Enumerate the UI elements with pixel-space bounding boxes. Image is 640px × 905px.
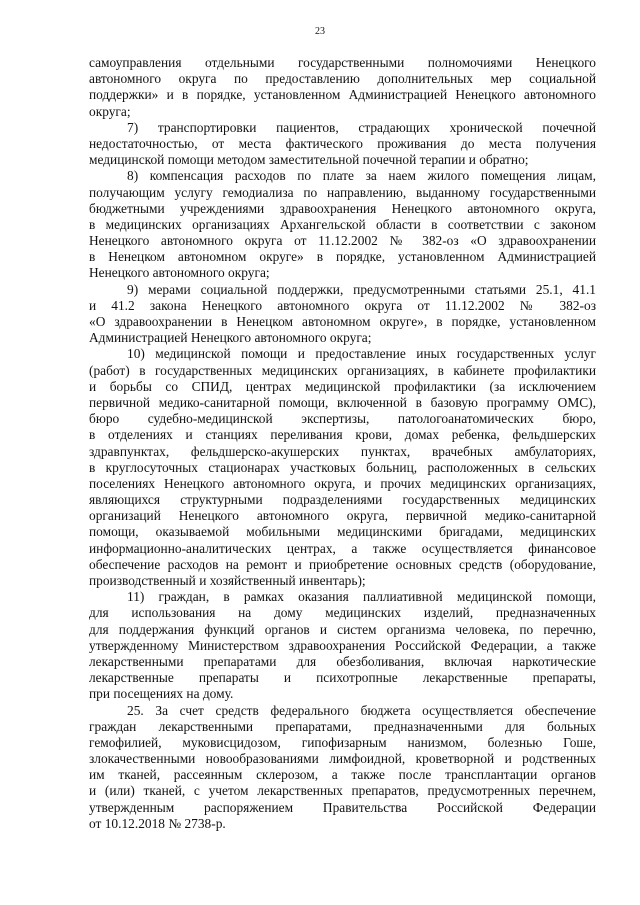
- text-line: информационно-аналитических центрах, а также осуществляется финансовое: [89, 540, 596, 556]
- text-line: утвержденным распоряжением Правительства Российской Федерации: [89, 799, 596, 815]
- text-line: являющихся структурными подразделениями государственных медицинских: [89, 492, 596, 508]
- text-line: 9) мерами социальной поддержки, предусмотренными статьями 25.1, 41.1: [127, 281, 596, 297]
- text-line: медицинской помощи методом заместительной почечной терапии и обратно;: [89, 152, 529, 168]
- page-number: 23: [315, 26, 325, 37]
- text-line: округа;: [89, 103, 131, 119]
- text-line: самоуправления отдельными государственными полномочиями Ненецкого: [89, 55, 596, 70]
- text-line: в Ненецком автономном округе» в порядке, установленном Администрацией: [89, 249, 596, 265]
- text-line: Ненецкого автономного округа от 11.12.2002 № 382-оз «О здравоохранении: [89, 233, 596, 249]
- text-line: при посещениях на дому.: [89, 686, 234, 702]
- text-line: лекарственными препаратами для обезболивания, включая наркотические: [89, 653, 596, 669]
- text-line: злокачественными новообразованиями лимфоидной, кроветворной и родственных: [89, 751, 596, 767]
- text-line: (работ) в государственных медицинских организациях, в кабинете профилактики: [89, 362, 596, 378]
- text-line: недостаточностью, от места фактического проживания до места получения: [89, 135, 596, 151]
- text-line: в отделениях и станциях переливания крови, домах ребенка, фельдшерских: [89, 427, 596, 443]
- text-line: в круглосуточных стационарах участковых больниц, расположенных в сельских: [89, 459, 596, 475]
- text-line: граждан лекарственными препаратами, предназначенными для больных: [89, 718, 596, 734]
- text-line: гемофилией, муковисцидозом, гипофизарным нанизмом, болезнью Гоше,: [89, 734, 596, 750]
- text-line: «О здравоохранении в Ненецком автономном округе», в порядке, установленном: [89, 314, 596, 329]
- text-line: поселениях Ненецкого автономного округа, и прочих медицинских организациях,: [89, 475, 596, 491]
- text-line: Администрацией Ненецкого автономного округа;: [89, 330, 372, 346]
- text-line: для поддержания функций органов и систем организма человека, по перечню,: [89, 621, 596, 637]
- text-line: лекарственные препараты и психотропные лекарственные препараты,: [89, 670, 596, 686]
- text-line: 8) компенсация расходов по плате за наем жилого помещения лицам,: [127, 168, 596, 184]
- text-line: бюро судебно-медицинской экспертизы, патологоанатомических бюро,: [89, 411, 596, 427]
- text-line: для использования на дому медицинских изделий, предназначенных: [89, 605, 596, 621]
- text-line: помощи, оказываемой мобильными медицинскими бригадами, медицинских: [89, 524, 596, 540]
- text-line: и 41.2 закона Ненецкого автономного округа от 11.12.2002 № 382-оз: [89, 297, 596, 313]
- text-line: 10) медицинской помощи и предоставление иных государственных услуг: [127, 346, 596, 362]
- text-line: поддержки» и в порядке, установленном Администрацией Ненецкого автономного: [89, 87, 596, 103]
- text-line: и борьбы со СПИД, центрах медицинской профилактики (за исключением: [89, 378, 596, 394]
- text-line: производственный и хозяйственный инвентарь);: [89, 573, 366, 588]
- text-line: и (или) тканей, с учетом лекарственных препаратов, предусмотренных перечнем,: [89, 783, 596, 799]
- document-body-text: [89, 55, 596, 832]
- text-line: получающим услугу гемодиализа по направлению, выданному государственными: [89, 184, 596, 200]
- text-line: здравпунктах, фельдшерско-акушерских пунктах, врачебных амбулаториях,: [89, 443, 596, 459]
- text-line: 7) транспортировки пациентов, страдающих хронической почечной: [127, 119, 596, 135]
- text-line: бюджетными учреждениями здравоохранения Ненецкого автономного округа,: [89, 200, 596, 216]
- text-line: Ненецкого автономного округа;: [89, 265, 270, 281]
- text-line: 25. За счет средств федерального бюджета осуществляется обеспечение: [127, 702, 596, 718]
- text-line: первичной медико-санитарной помощи, включенной в базовую программу ОМС),: [89, 394, 596, 410]
- text-line: от 10.12.2018 № 2738-р.: [89, 815, 226, 831]
- text-line: организаций Ненецкого автономного округа, первичной медико-санитарной: [89, 508, 596, 524]
- text-line: обеспечение расходов на ремонт и приобретение основных средств (оборудование,: [89, 556, 596, 572]
- text-line: в медицинских организациях Архангельской области в соответствии с законом: [89, 216, 596, 232]
- text-line: автономного округа по предоставлению дополнительных мер социальной: [89, 71, 596, 87]
- text-line: утвержденному Министерством здравоохранения Российской Федерации, а также: [89, 637, 596, 653]
- text-line: 11) граждан, в рамках оказания паллиативной медицинской помощи,: [127, 589, 596, 605]
- text-line: им тканей, рассеянным склерозом, а также после трансплантации органов: [89, 767, 596, 783]
